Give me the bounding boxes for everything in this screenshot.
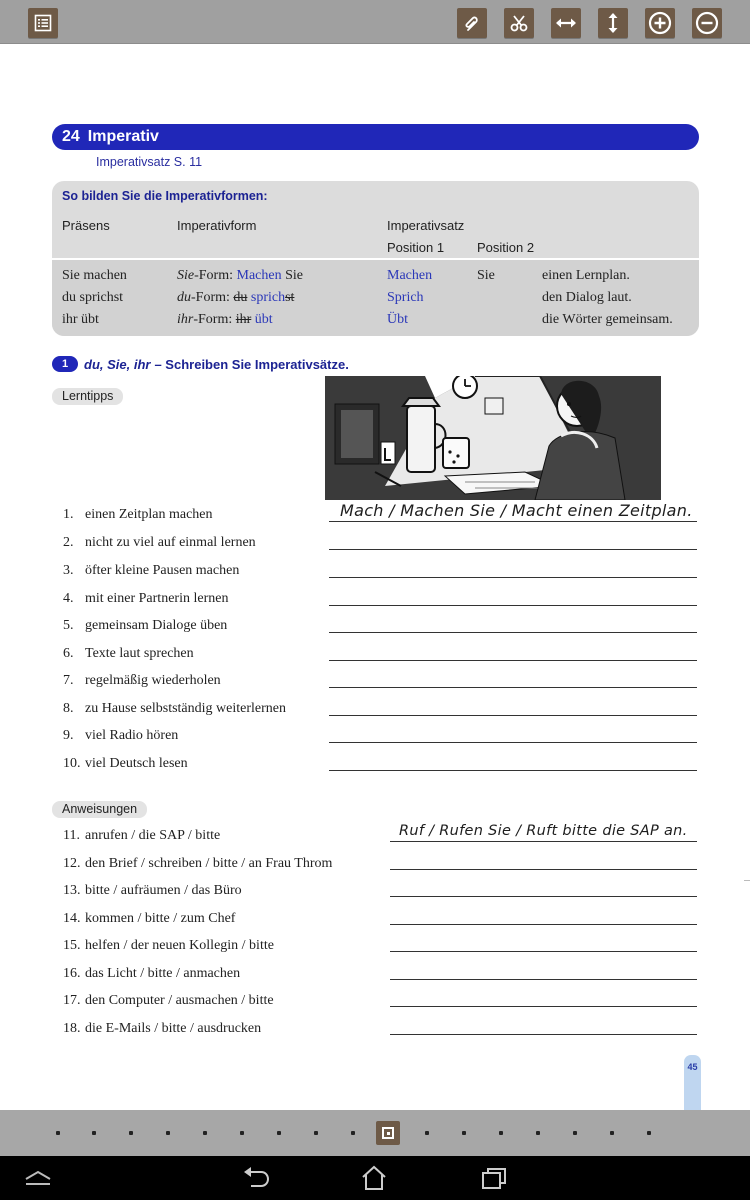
page-dot[interactable]: [647, 1131, 651, 1135]
row-position-1: Übt: [387, 312, 408, 327]
list-item: 14. kommen / bitte / zum Chef: [63, 911, 236, 926]
page-dot[interactable]: [462, 1131, 466, 1135]
header-position-2: Position 2: [477, 240, 535, 255]
answer-line[interactable]: [329, 660, 697, 661]
list-item: 17. den Computer / ausmachen / bitte: [63, 993, 274, 1008]
top-toolbar: [0, 0, 750, 44]
handwritten-answer: Mach / Machen Sie / Macht einen Zeitplan.: [340, 501, 693, 520]
list-item: 8. zu Hause selbstständig weiterlernen: [63, 701, 286, 716]
row-position-1: Machen: [387, 268, 433, 283]
answer-line[interactable]: [390, 869, 697, 870]
answer-line[interactable]: [390, 951, 697, 952]
header-position-1: Position 1: [387, 240, 445, 255]
fit-height-icon[interactable]: [598, 8, 628, 38]
header-imperativform: Imperativform: [177, 218, 257, 233]
row-rest: die Wörter gemeinsam.: [542, 312, 673, 327]
answer-line[interactable]: [329, 521, 697, 522]
answer-line[interactable]: [329, 605, 697, 606]
answer-line[interactable]: [329, 687, 697, 688]
highlighter-icon[interactable]: [457, 8, 487, 38]
header-praesens: Präsens: [62, 218, 110, 233]
chapter-number: 24: [62, 128, 80, 145]
page-dot[interactable]: [425, 1131, 429, 1135]
list-item: 2. nicht zu viel auf einmal lernen: [63, 535, 256, 550]
list-item: 6. Texte laut sprechen: [63, 646, 194, 661]
list-item: 11. anrufen / die SAP / bitte: [63, 828, 221, 843]
page-dot[interactable]: [499, 1131, 503, 1135]
list-item: 12. den Brief / schreiben / bitte / an Frau Throm: [63, 856, 333, 871]
answer-line[interactable]: [329, 770, 697, 771]
section-tag-lerntipps: Lerntipps: [52, 388, 123, 405]
row-form: ihr-Form: ihr übt: [177, 312, 273, 327]
list-item: 16. das Licht / bitte / anmachen: [63, 966, 241, 981]
book-page: [0, 44, 750, 1110]
answer-line[interactable]: [329, 632, 697, 633]
list-item: 4. mit einer Partnerin lernen: [63, 591, 229, 606]
fit-width-icon[interactable]: [551, 8, 581, 38]
menu-list-icon[interactable]: [28, 8, 58, 38]
row-praesens: du sprichst: [62, 290, 124, 305]
page-dot[interactable]: [240, 1131, 244, 1135]
row-form: du-Form: du sprichst: [177, 290, 295, 305]
answer-line[interactable]: [329, 549, 697, 550]
recent-apps-icon[interactable]: [476, 1164, 512, 1192]
row-rest: einen Lernplan.: [542, 268, 630, 283]
answer-line[interactable]: [390, 841, 697, 842]
answer-line[interactable]: [329, 715, 697, 716]
page-navigator[interactable]: [0, 1110, 750, 1156]
page-dot[interactable]: [314, 1131, 318, 1135]
answer-line[interactable]: [329, 577, 697, 578]
collapse-icon[interactable]: [20, 1164, 56, 1192]
page-dot[interactable]: [166, 1131, 170, 1135]
list-item: 3. öfter kleine Pausen machen: [63, 563, 240, 578]
list-item: 10. viel Deutsch lesen: [63, 756, 188, 771]
study-illustration: [325, 376, 661, 500]
page-dot[interactable]: [351, 1131, 355, 1135]
page-number-tab: 45: [684, 1055, 701, 1111]
page-dot[interactable]: [92, 1131, 96, 1135]
row-position-1: Sprich: [387, 290, 424, 305]
page-dot[interactable]: [573, 1131, 577, 1135]
list-item: 5. gemeinsam Dialoge üben: [63, 618, 228, 633]
page-dot[interactable]: [203, 1131, 207, 1135]
answer-line[interactable]: [390, 924, 697, 925]
grammar-box: [52, 181, 699, 336]
row-form: Sie-Form: Machen Sie: [177, 268, 303, 283]
list-item: 9. viel Radio hören: [63, 728, 179, 743]
list-item: 15. helfen / der neuen Kollegin / bitte: [63, 938, 274, 953]
row-position-2: Sie: [477, 268, 495, 283]
page-dot[interactable]: [129, 1131, 133, 1135]
section-tag-anweisungen: Anweisungen: [52, 801, 147, 818]
answer-line[interactable]: [390, 1006, 697, 1007]
exercise-pronouns: du, Sie, ihr: [84, 356, 151, 372]
answer-line[interactable]: [390, 896, 697, 897]
page-dot[interactable]: [610, 1131, 614, 1135]
list-item: 13. bitte / aufräumen / das Büro: [63, 883, 242, 898]
answer-line[interactable]: [390, 979, 697, 980]
row-praesens: ihr übt: [62, 312, 99, 327]
list-item: 7. regelmäßig wiederholen: [63, 673, 221, 688]
page-dot[interactable]: [277, 1131, 281, 1135]
exercise-number: 1: [52, 356, 78, 372]
zoom-out-icon[interactable]: [692, 8, 722, 38]
chapter-reference: Imperativsatz S. 11: [96, 155, 203, 169]
scissors-icon[interactable]: [504, 8, 534, 38]
handwritten-answer: Ruf / Rufen Sie / Ruft bitte die SAP an.: [399, 823, 688, 839]
chapter-header: [52, 124, 699, 150]
header-imperativsatz: Imperativsatz: [387, 218, 465, 233]
page-dot[interactable]: [56, 1131, 60, 1135]
answer-line[interactable]: [390, 1034, 697, 1035]
current-page-marker-icon[interactable]: [376, 1121, 400, 1145]
home-icon[interactable]: [356, 1164, 392, 1192]
back-icon[interactable]: [238, 1164, 274, 1192]
page-edge-mark: [744, 880, 750, 881]
row-praesens: Sie machen: [62, 268, 127, 283]
system-navigation-bar: [0, 1156, 750, 1200]
chapter-title: Imperativ: [87, 128, 159, 145]
row-rest: den Dialog laut.: [542, 290, 632, 305]
zoom-in-icon[interactable]: [645, 8, 675, 38]
exercise-instruction: – Schreiben Sie Imperativsätze.: [154, 356, 349, 372]
list-item: 18. die E-Mails / bitte / ausdrucken: [63, 1021, 262, 1036]
grammar-title: So bilden Sie die Imperativformen:: [62, 189, 268, 203]
list-item: 1. einen Zeitplan machen: [63, 507, 213, 522]
page-dot[interactable]: [536, 1131, 540, 1135]
answer-line[interactable]: [329, 742, 697, 743]
exercise-heading: [52, 356, 349, 372]
